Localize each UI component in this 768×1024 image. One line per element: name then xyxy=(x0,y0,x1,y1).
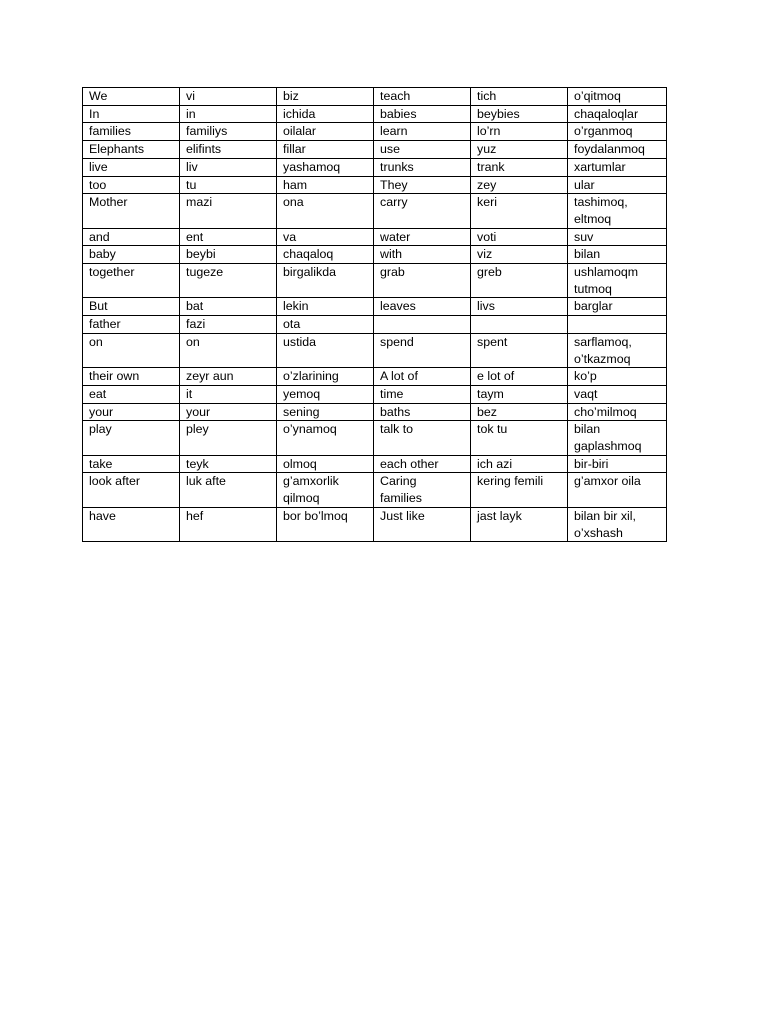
table-cell-uzbek-translation xyxy=(568,298,667,316)
table-cell-pronunciation xyxy=(180,194,277,228)
cell-text: keri xyxy=(477,195,497,210)
table-cell-english-word xyxy=(83,194,180,228)
table-cell-uzbek-translation xyxy=(277,385,374,403)
table-cell-pronunciation xyxy=(471,368,568,386)
table-cell-uzbek-translation xyxy=(277,421,374,455)
cell-text: father xyxy=(89,317,121,332)
cell-text: ushlamoqm tutmoq xyxy=(574,265,639,296)
cell-text: too xyxy=(89,177,107,192)
table-cell-uzbek-translation xyxy=(568,368,667,386)
cell-text: hef xyxy=(186,508,204,523)
table-cell-uzbek-translation xyxy=(568,158,667,176)
table-row xyxy=(83,403,667,421)
cell-text: on xyxy=(186,334,200,349)
cell-text: take xyxy=(89,456,113,471)
cell-text: Caring families xyxy=(380,474,422,506)
cell-text: xartumlar xyxy=(574,159,626,174)
table-cell-english-word xyxy=(374,105,471,123)
cell-text: taym xyxy=(477,386,504,401)
table-cell-uzbek-translation xyxy=(568,123,667,141)
cell-text: live xyxy=(89,159,108,174)
cell-text: teach xyxy=(380,89,411,103)
table-cell-uzbek-translation xyxy=(277,141,374,159)
table-cell-pronunciation xyxy=(471,158,568,176)
table-cell-english-word xyxy=(374,141,471,159)
cell-text: baths xyxy=(380,404,411,419)
table-cell-pronunciation xyxy=(180,298,277,316)
table-cell-uzbek-translation xyxy=(568,421,667,455)
table-cell-pronunciation xyxy=(180,176,277,194)
table-cell-english-word xyxy=(83,141,180,159)
cell-text: it xyxy=(186,386,193,401)
cell-text: water xyxy=(380,229,411,244)
table-row xyxy=(83,421,667,455)
table-cell-uzbek-translation xyxy=(568,455,667,473)
table-cell-pronunciation xyxy=(471,123,568,141)
vocabulary-table xyxy=(82,87,667,542)
cell-text: bez xyxy=(477,404,497,419)
table-cell-english-word xyxy=(83,421,180,455)
table-cell-pronunciation xyxy=(180,368,277,386)
cell-text: oilalar xyxy=(283,124,317,139)
table-cell-pronunciation xyxy=(471,194,568,228)
table-cell-english-word xyxy=(83,176,180,194)
table-cell-pronunciation xyxy=(180,88,277,106)
cell-text: Just like xyxy=(380,508,425,523)
cell-text: look after xyxy=(89,474,140,489)
table-cell-english-word xyxy=(374,368,471,386)
table-cell-pronunciation xyxy=(180,507,277,541)
table-cell-pronunciation xyxy=(180,123,277,141)
cell-text: play xyxy=(89,422,112,437)
table-row xyxy=(83,298,667,316)
cell-text: your xyxy=(186,404,211,419)
table-cell-uzbek-translation xyxy=(568,141,667,159)
table-cell-english-word xyxy=(83,298,180,316)
table-cell-uzbek-translation xyxy=(277,298,374,316)
table-row xyxy=(83,158,667,176)
cell-text: yuz xyxy=(477,142,497,157)
table-cell-pronunciation xyxy=(180,246,277,264)
table-cell-pronunciation xyxy=(180,421,277,455)
table-cell-uzbek-translation xyxy=(277,473,374,507)
cell-text: yemoq xyxy=(283,386,321,401)
cell-text: chaqaloq xyxy=(283,247,334,262)
table-cell-pronunciation xyxy=(180,105,277,123)
cell-text: In xyxy=(89,106,100,121)
table-cell-english-word xyxy=(83,264,180,298)
table-row xyxy=(83,228,667,246)
cell-text: ustida xyxy=(283,334,317,349)
table-cell-english-word xyxy=(374,264,471,298)
cell-text: bilan xyxy=(574,247,601,262)
cell-text: have xyxy=(89,508,116,523)
table-row xyxy=(83,368,667,386)
cell-text: ona xyxy=(283,195,304,210)
cell-text: trank xyxy=(477,159,505,174)
cell-text: cho’milmoq xyxy=(574,404,637,419)
cell-text: in xyxy=(186,106,196,121)
table-cell-uzbek-translation xyxy=(568,385,667,403)
cell-text: g’amxor oila xyxy=(574,474,641,489)
cell-text: leaves xyxy=(380,299,416,314)
cell-text: bilan gaplashmoq xyxy=(574,422,642,454)
table-cell-english-word xyxy=(83,105,180,123)
cell-text: va xyxy=(283,229,297,244)
table-cell-uzbek-translation xyxy=(277,333,374,367)
cell-text: ko’p xyxy=(574,369,597,384)
cell-text: and xyxy=(89,229,110,244)
table-cell-pronunciation xyxy=(471,141,568,159)
table-cell-uzbek-translation xyxy=(568,176,667,194)
cell-text: birgalikda xyxy=(283,265,337,280)
table-cell-english-word xyxy=(83,333,180,367)
table-cell-pronunciation xyxy=(471,298,568,316)
table-cell-uzbek-translation xyxy=(568,473,667,507)
cell-text: ham xyxy=(283,177,308,192)
table-cell-pronunciation xyxy=(471,421,568,455)
cell-text: time xyxy=(380,386,404,401)
table-cell-english-word xyxy=(83,368,180,386)
table-cell-pronunciation xyxy=(471,455,568,473)
cell-text: fillar xyxy=(283,142,306,157)
table-cell-uzbek-translation xyxy=(568,403,667,421)
table-cell-uzbek-translation xyxy=(277,176,374,194)
table-cell-uzbek-translation xyxy=(568,228,667,246)
cell-text: spend xyxy=(380,334,414,349)
cell-text: voti xyxy=(477,229,497,244)
cell-text: talk to xyxy=(380,422,414,437)
cell-text: their own xyxy=(89,369,140,384)
cell-text: livs xyxy=(477,299,495,314)
cell-text: greb xyxy=(477,265,502,280)
cell-text: fazi xyxy=(186,317,206,332)
table-cell-uzbek-translation xyxy=(277,88,374,106)
cell-text: suv xyxy=(574,229,594,244)
table-row xyxy=(83,455,667,473)
table-cell-uzbek-translation xyxy=(277,158,374,176)
cell-text: lo’rn xyxy=(477,124,501,139)
table-cell-pronunciation xyxy=(180,403,277,421)
cell-text: chaqaloqlar xyxy=(574,106,639,121)
cell-text: zeyr aun xyxy=(186,369,234,384)
cell-text: zey xyxy=(477,177,497,192)
cell-text: ichida xyxy=(283,106,316,121)
table-cell-english-word xyxy=(83,385,180,403)
table-cell-pronunciation xyxy=(471,228,568,246)
cell-text: olmoq xyxy=(283,456,317,471)
cell-text: yashamoq xyxy=(283,159,341,174)
cell-text: kering femili xyxy=(477,474,544,489)
cell-text: e lot of xyxy=(477,369,515,384)
table-cell-uzbek-translation xyxy=(568,507,667,541)
table-cell-pronunciation xyxy=(471,385,568,403)
cell-text: spent xyxy=(477,334,508,349)
cell-text: vaqt xyxy=(574,386,598,401)
cell-text: carry xyxy=(380,195,408,210)
table-row xyxy=(83,141,667,159)
table-cell-uzbek-translation xyxy=(568,105,667,123)
cell-text: beybies xyxy=(477,106,520,121)
table-cell-uzbek-translation xyxy=(277,316,374,334)
table-row xyxy=(83,246,667,264)
cell-text: together xyxy=(89,265,135,280)
vocabulary-table-body xyxy=(83,88,667,542)
cell-text: sarflamoq, o’tkazmoq xyxy=(574,334,632,366)
cell-text: tugeze xyxy=(186,265,224,280)
table-cell-pronunciation xyxy=(180,264,277,298)
table-cell-pronunciation xyxy=(180,333,277,367)
table-row xyxy=(83,88,667,106)
table-row xyxy=(83,507,667,541)
cell-text: trunks xyxy=(380,159,414,174)
cell-text: on xyxy=(89,334,103,349)
cell-text: We xyxy=(89,89,108,103)
table-row xyxy=(83,316,667,334)
table-cell-pronunciation xyxy=(180,385,277,403)
table-cell-uzbek-translation xyxy=(277,228,374,246)
table-cell-english-word xyxy=(374,298,471,316)
table-cell-uzbek-translation xyxy=(568,246,667,264)
table-cell-english-word xyxy=(83,158,180,176)
cell-text: tu xyxy=(186,177,197,192)
cell-text: vi xyxy=(186,89,195,103)
table-row xyxy=(83,264,667,298)
table-cell-pronunciation xyxy=(471,333,568,367)
cell-text: Elephants xyxy=(89,142,145,157)
table-cell-pronunciation xyxy=(180,316,277,334)
table-cell-pronunciation xyxy=(180,158,277,176)
table-cell-english-word xyxy=(83,246,180,264)
table-cell-english-word xyxy=(374,333,471,367)
cell-text: ota xyxy=(283,317,301,332)
table-cell-english-word xyxy=(83,473,180,507)
cell-text: jast layk xyxy=(477,508,522,523)
cell-text: teyk xyxy=(186,456,209,471)
cell-text: each other xyxy=(380,456,439,471)
cell-text: with xyxy=(380,247,403,262)
cell-text: tashimoq, eltmoq xyxy=(574,195,628,226)
table-cell-uzbek-translation xyxy=(277,246,374,264)
cell-text: beybi xyxy=(186,247,216,262)
cell-text: g’amxorlik qilmoq xyxy=(283,474,339,506)
table-cell-pronunciation xyxy=(471,88,568,106)
table-cell-english-word xyxy=(374,246,471,264)
cell-text: A lot of xyxy=(380,369,418,384)
table-cell-english-word xyxy=(374,316,471,334)
table-cell-pronunciation xyxy=(471,246,568,264)
cell-text: eat xyxy=(89,386,107,401)
cell-text: They xyxy=(380,177,408,192)
table-row xyxy=(83,176,667,194)
table-cell-uzbek-translation xyxy=(277,403,374,421)
cell-text: familiys xyxy=(186,124,228,139)
table-cell-pronunciation xyxy=(471,316,568,334)
table-cell-pronunciation xyxy=(180,228,277,246)
cell-text: foydalanmoq xyxy=(574,142,645,157)
table-cell-english-word xyxy=(374,123,471,141)
table-cell-pronunciation xyxy=(471,403,568,421)
table-cell-english-word xyxy=(374,455,471,473)
table-cell-uzbek-translation xyxy=(568,194,667,228)
cell-text: learn xyxy=(380,124,408,139)
table-cell-english-word xyxy=(83,123,180,141)
table-row xyxy=(83,105,667,123)
cell-text: mazi xyxy=(186,195,213,210)
cell-text: bor bo’lmoq xyxy=(283,508,348,523)
table-cell-english-word xyxy=(374,385,471,403)
table-cell-uzbek-translation xyxy=(277,194,374,228)
table-cell-english-word xyxy=(83,403,180,421)
cell-text: barglar xyxy=(574,299,613,314)
cell-text: bilan bir xil, o’xshash xyxy=(574,508,636,540)
table-cell-uzbek-translation xyxy=(568,88,667,106)
cell-text: your xyxy=(89,404,114,419)
table-cell-english-word xyxy=(374,158,471,176)
cell-text: But xyxy=(89,299,108,314)
cell-text: sening xyxy=(283,404,320,419)
table-cell-english-word xyxy=(374,403,471,421)
table-cell-english-word xyxy=(374,176,471,194)
table-cell-pronunciation xyxy=(471,507,568,541)
table-cell-pronunciation xyxy=(471,264,568,298)
table-row xyxy=(83,123,667,141)
table-row xyxy=(83,385,667,403)
table-cell-pronunciation xyxy=(471,473,568,507)
table-row xyxy=(83,194,667,228)
cell-text: o’ynamoq xyxy=(283,422,337,437)
table-cell-pronunciation xyxy=(471,176,568,194)
cell-text: liv xyxy=(186,159,198,174)
cell-text: tok tu xyxy=(477,422,508,437)
table-cell-uzbek-translation xyxy=(277,264,374,298)
cell-text: grab xyxy=(380,265,405,280)
table-cell-uzbek-translation xyxy=(568,316,667,334)
table-cell-uzbek-translation xyxy=(277,455,374,473)
cell-text: luk afte xyxy=(186,474,226,489)
cell-text: bat xyxy=(186,299,204,314)
table-cell-uzbek-translation xyxy=(277,105,374,123)
table-cell-english-word xyxy=(83,316,180,334)
cell-text: elifints xyxy=(186,142,222,157)
cell-text: families xyxy=(89,124,131,139)
cell-text: pley xyxy=(186,422,209,437)
table-row xyxy=(83,473,667,507)
cell-text: baby xyxy=(89,247,116,262)
cell-text: use xyxy=(380,142,400,157)
cell-text: viz xyxy=(477,247,493,262)
cell-text: o’zlarining xyxy=(283,369,339,384)
cell-text: o’qitmoq xyxy=(574,89,621,103)
table-cell-uzbek-translation xyxy=(568,264,667,298)
table-cell-pronunciation xyxy=(180,473,277,507)
cell-text: biz xyxy=(283,89,299,103)
cell-text: lekin xyxy=(283,299,309,314)
table-cell-english-word xyxy=(374,473,471,507)
cell-text: ular xyxy=(574,177,595,192)
table-cell-english-word xyxy=(83,455,180,473)
table-cell-uzbek-translation xyxy=(277,368,374,386)
table-cell-uzbek-translation xyxy=(277,123,374,141)
table-cell-english-word xyxy=(374,421,471,455)
table-cell-pronunciation xyxy=(180,141,277,159)
table-cell-english-word xyxy=(374,88,471,106)
table-cell-pronunciation xyxy=(180,455,277,473)
table-row xyxy=(83,333,667,367)
table-cell-english-word xyxy=(374,194,471,228)
table-cell-uzbek-translation xyxy=(568,333,667,367)
table-cell-uzbek-translation xyxy=(277,507,374,541)
table-cell-english-word xyxy=(374,507,471,541)
cell-text: bir-biri xyxy=(574,456,609,471)
table-cell-english-word xyxy=(83,507,180,541)
cell-text: Mother xyxy=(89,195,128,210)
cell-text: ent xyxy=(186,229,204,244)
table-cell-pronunciation xyxy=(471,105,568,123)
cell-text: tich xyxy=(477,89,497,103)
cell-text: babies xyxy=(380,106,417,121)
table-cell-english-word xyxy=(83,88,180,106)
table-cell-english-word xyxy=(374,228,471,246)
cell-text: ich azi xyxy=(477,456,513,471)
cell-text: o’rganmoq xyxy=(574,124,633,139)
table-cell-english-word xyxy=(83,228,180,246)
